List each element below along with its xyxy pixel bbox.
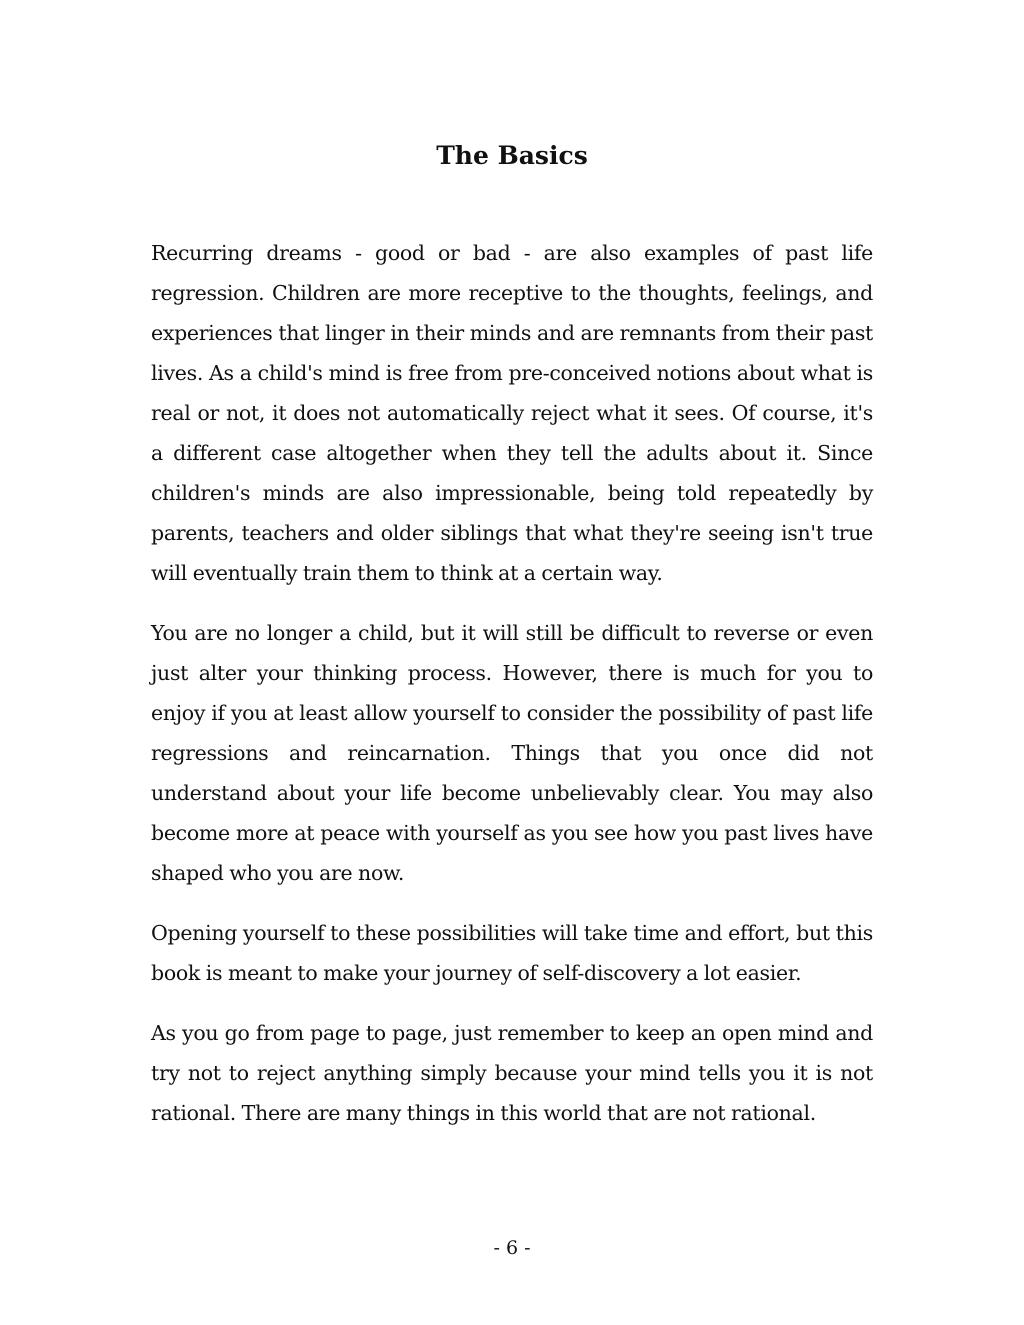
paragraph-3: Opening yourself to these possibilities will take time and effort, but this book is meant to make your journey of self-discovery a lot easier.	[151, 921, 873, 985]
paragraph-1: Recurring dreams - good or bad - are also examples of past life regression. Children are more receptive to the thoughts, feelings, and experiences that linger in their minds and are remnants from their past lives. As a child's mind is free from pre-conceived notions about what is real or not, it does not automatically reject what it sees. Of course, it's a different case altogether when they tell the adults about it. Since children's minds are also impressionable, being told repeatedly by parents, teachers and older siblings that what they're seeing isn't true will eventually train them to think at a certain way.	[151, 241, 873, 585]
page-title: The Basics	[436, 141, 588, 170]
paragraph-4: As you go from page to page, just remember to keep an open mind and try not to reject anything simply because your mind tells you it is not rational. There are many things in this world that are not rational.	[151, 1021, 873, 1125]
paragraph-2: You are no longer a child, but it will still be difficult to reverse or even just alter your thinking process. However, there is much for you to enjoy if you at least allow yourself to consider the possibility of past life regressions and reincarnation. Things that you once did not understand about your life become unbelievably clear. You may also become more at peace with yourself as you see how you past lives have shaped who you are now.	[151, 621, 873, 885]
page-number: - 6 -	[493, 1237, 531, 1259]
body-text	[151, 233, 873, 1153]
